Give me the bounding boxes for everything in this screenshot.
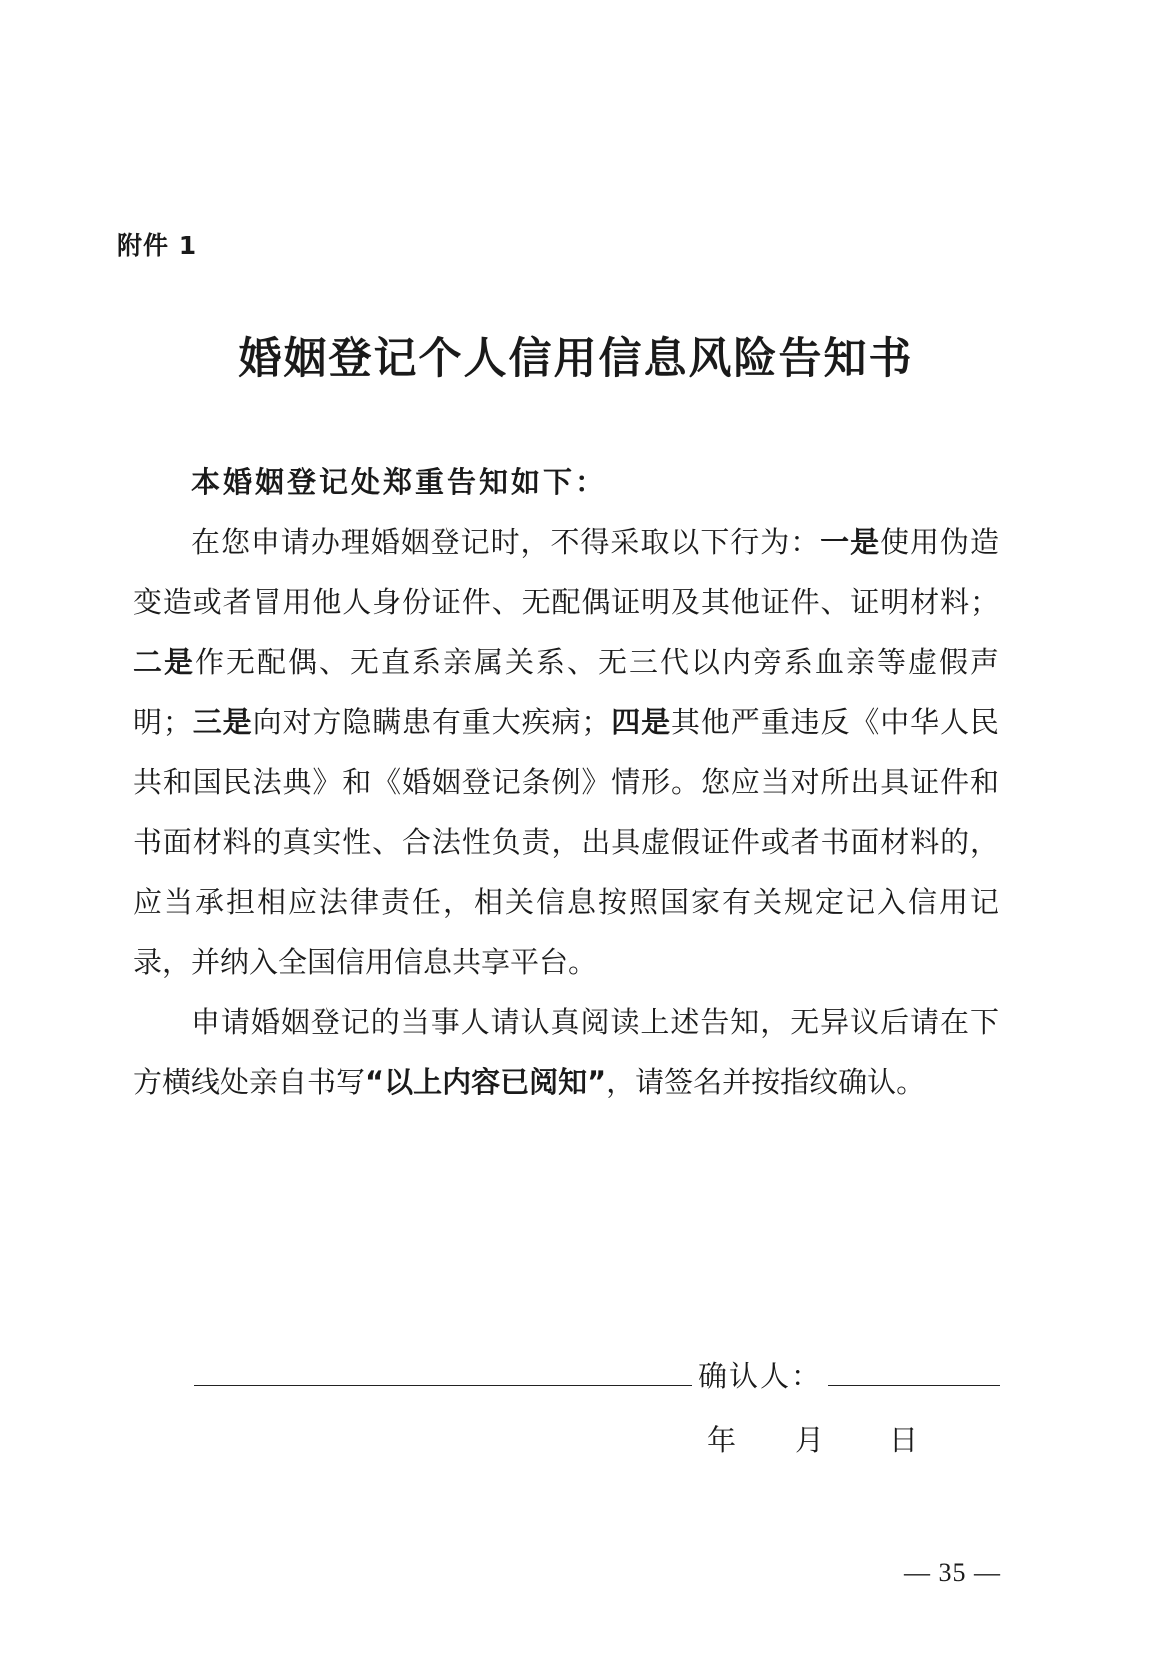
emphasis-first: 一是 [820,525,881,559]
day-label: 日 [889,1423,919,1457]
paragraph-prohibited-acts [133,512,999,992]
signature-line [828,1385,1000,1386]
emphasis-second: 二是 [133,645,195,679]
paragraph-text: 作无配偶、无直系亲属关系、无三代以内旁系血亲等虚假声明； [133,645,999,739]
month-label: 月 [795,1423,825,1457]
paragraph-text: 使用伪造变造或者冒用他人身份证件、无配偶证明及其他证件、证明材料； [133,525,999,619]
attachment-label: 附件 1 [117,231,198,260]
paragraph-text: 申请婚姻登记的当事人请认真阅读上述告知，无异议后请在下方横线处亲自书写 [133,1005,999,1099]
confirmer-label: 确认人： [698,1359,823,1393]
year-label: 年 [707,1423,737,1457]
notice-body [133,452,999,1112]
document-title: 婚姻登记个人信用信息风险告知书 [238,334,914,384]
emphasis-third: 三是 [191,705,253,739]
emphasis-fourth: 四是 [610,705,672,739]
paragraph-text: ，请签名并按指纹确认。 [606,1065,926,1099]
page-number: — 35 — [904,1558,1001,1587]
paragraph-text: 在您申请办理婚姻登记时，不得采取以下行为： [191,525,821,559]
paragraph-instructions [133,992,999,1112]
paragraph-text: 向对方隐瞒患有重大疾病； [252,705,611,739]
lead-statement: 本婚姻登记处郑重告知如下： [191,465,608,499]
emphasis-handwrite-phrase: “以上内容已阅知” [365,1065,607,1099]
signature-row [194,1352,1000,1392]
paragraph-text: 其他严重违反《中华人民共和国民法典》和《婚姻登记条例》情形。您应当对所出具证件和书面材料的真实性、合法性负责，出具虚假证件或者书面材料的，应当承担相应法律责任，相关信息按照国家有关规定记入信用记录，并纳入全国信用信息共享平台。 [133,705,999,979]
handwriting-line [194,1385,692,1386]
